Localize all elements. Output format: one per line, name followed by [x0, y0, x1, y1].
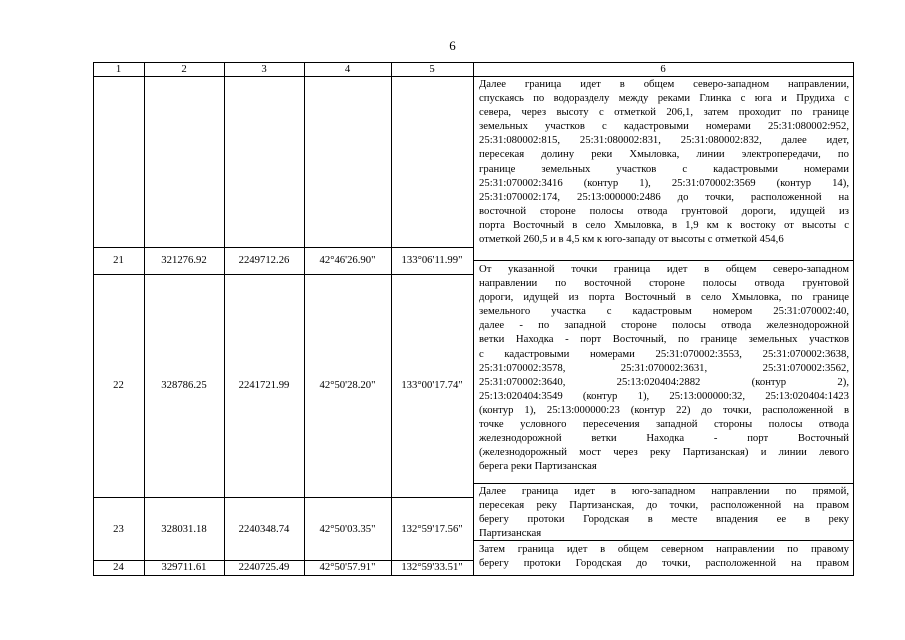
boundary-description	[479, 542, 849, 570]
coord-x: 328031.18	[161, 523, 207, 535]
header-col-3: 3	[261, 63, 267, 75]
point-number: 23	[113, 523, 124, 535]
description-line: железнодорожной ветки Находка - порт Восточный	[479, 432, 849, 445]
description-line: От указанной точки граница идет в общем северо-западном	[479, 263, 849, 275]
description-line: (контур 1), 25:13:000000:23 (контур 22) до точки, расположенной в	[479, 403, 849, 416]
description-line: 25:31:070002:3416 (контур 1), 25:31:070002:3569 (контур 14),	[479, 176, 849, 189]
longitude: 132°59'17.56"	[401, 523, 463, 535]
latitude: 42°50'03.35"	[319, 523, 376, 535]
description-line: направлении по восточной стороне полосы отвода грунтовой	[479, 277, 849, 290]
longitude: 133°06'11.99"	[401, 254, 463, 266]
description-line: Затем граница идет в общем северном направлении по правому	[479, 543, 849, 555]
description-line: отметкой 260,5 и в 4,5 км к юго-западу от высоты с отметкой 454,6	[479, 233, 784, 246]
description-line: берегу протоки Городская до точки, расположенной на правом	[479, 557, 849, 570]
description-line: 25:31:070002:3578, 25:31:070002:3631, 25:31:070002:3562,	[479, 361, 849, 374]
coord-y: 2249712.26	[238, 254, 290, 266]
boundary-description	[479, 484, 849, 540]
header-col-5: 5	[429, 63, 435, 75]
description-line: границе земельных участков с кадастровыми номерами	[479, 162, 849, 175]
coord-x: 329711.61	[161, 561, 207, 573]
latitude: 42°50'57.91"	[319, 561, 376, 573]
description-line: с кадастровыми номерами 25:31:070002:3553, 25:31:070002:3638,	[479, 347, 849, 360]
description-line: Далее граница идет в общем северо-западном направлении,	[479, 78, 849, 90]
header-col-6: 6	[660, 63, 666, 75]
boundary-description	[479, 262, 849, 473]
point-number: 22	[113, 379, 124, 391]
coord-y: 2240348.74	[238, 523, 290, 535]
description-line: земельного участка с кадастровым номером 25:31:070002:40,	[479, 305, 849, 318]
coord-x: 328786.25	[161, 379, 207, 391]
description-line: Партизанская	[479, 527, 542, 540]
description-line: Далее граница идет в юго-западном направлении по прямой,	[479, 485, 849, 497]
description-line: порта Восточный в село Хмыловка, в 1,9 км к востоку от высоты с	[479, 218, 849, 231]
longitude: 132°59'33.51"	[401, 561, 463, 573]
coord-x: 321276.92	[161, 254, 207, 266]
coord-y: 2241721.99	[238, 379, 290, 391]
description-line: ветки Находка - порт Восточный, по границе земельных участков	[479, 333, 849, 346]
description-line: дороги, идущей из порта Восточный в село Хмыловка, по границе	[479, 291, 849, 304]
description-line: (железнодорожный мост через реку Партизанская) и линии левого	[479, 446, 849, 459]
description-line: 25:31:070002:3640, 25:13:020404:2882 (контур 2),	[479, 375, 849, 388]
point-number: 21	[113, 254, 124, 266]
description-line: пересекая реку Партизанская, до точки, расположенной на правом	[479, 499, 849, 512]
description-line: севера, через высоту с отметкой 206,1, затем проходит по границе	[479, 106, 849, 119]
description-line: 25:13:020404:3549 (контур 1), 25:13:000000:32, 25:13:020404:1423	[479, 389, 849, 402]
coord-y: 2240725.49	[238, 561, 290, 573]
description-line: 25:31:070002:174, 25:13:000000:2486 до точки, расположенной на	[479, 190, 849, 203]
boundary-description	[479, 77, 849, 246]
description-line: спускаясь по водоразделу между реками Глинка с юга и Прудиха с	[479, 92, 849, 105]
header-col-1: 1	[115, 63, 122, 75]
description-line: берегу протоки Городская в месте впадения ее в реку	[479, 513, 849, 526]
header-col-4: 4	[344, 63, 351, 75]
latitude: 42°46'26.90"	[319, 254, 376, 266]
description-line: земельных участков с кадастровыми номерами 25:31:080002:952,	[479, 120, 849, 133]
description-line: 25:31:080002:815, 25:31:080002:831, 25:31:080002:832, далее идет,	[479, 134, 849, 147]
description-line: пересекая долину реки Хмыловка, линии электропередачи, по	[479, 148, 849, 161]
page-number: 6	[449, 38, 456, 53]
description-line: берега реки Партизанская	[479, 460, 597, 473]
description-line: восточной стороне полосы отвода грунтовой дороги, идущей из	[479, 204, 849, 217]
header-col-2: 2	[181, 63, 187, 75]
longitude: 133°00'17.74"	[401, 379, 463, 391]
point-number: 24	[113, 561, 124, 573]
latitude: 42°50'28.20"	[319, 379, 376, 391]
description-line: далее - по западной стороне полосы отвода железнодорожной	[479, 319, 849, 332]
description-line: точке условного пересечения западной стороны полосы отвода	[479, 418, 849, 431]
